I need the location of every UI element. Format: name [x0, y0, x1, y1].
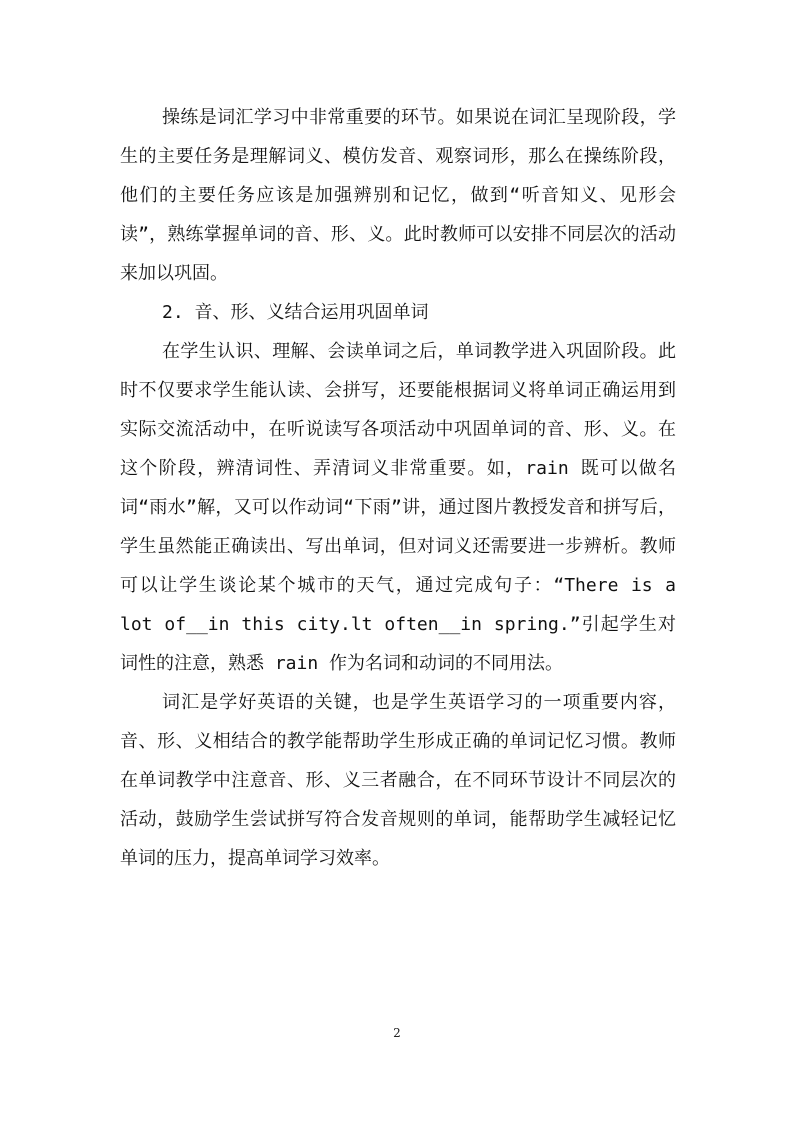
paragraph-consolidation: 在学生认识、理解、会读单词之后，单词教学进入巩固阶段。此时不仅要求学生能认读、会拼写，还要能根据词义将单词正确运用到实际交流活动中，在听说读写各项活动中巩固单词的音、形、义。在这个阶段，辨清词性、弄清词义非常重要。如，rain 既可以做名词“雨水”解，又可以作动词“下雨”讲，通过图片教授发音和拼写后，学生虽然能正确读出、写出单词，但对词义还需要进一步辨析。教师可以让学生谈论某个城市的天气，通过完成句子：“There is a lot of__in this city.lt often__in spring.”引起学生对词性的注意，熟悉 rain 作为名词和动词的不同用法。 [120, 341, 676, 674]
paragraph-practice: 操练是词汇学习中非常重要的环节。如果说在词汇呈现阶段，学生的主要任务是理解词义、模仿发音、观察词形，那么在操练阶段，他们的主要任务应该是加强辨别和记忆，做到“听音知义、见形会读”，熟练掌握单词的音、形、义。此时教师可以安排不同层次的活动来加以巩固。 [120, 107, 676, 284]
section-heading: 2. 音、形、义结合运用巩固单词 [162, 302, 429, 323]
paragraph-conclusion: 词汇是学好英语的关键，也是学生英语学习的一项重要内容，音、形、义相结合的教学能帮助学生形成正确的单词记忆习惯。教师在单词教学中注意音、形、义三者融合，在不同环节设计不同层次的活动，鼓励学生尝试拼写符合发音规则的单词，能帮助学生减轻记忆单词的压力，提高单词学习效率。 [120, 692, 676, 869]
document-body [120, 98, 676, 878]
page-number: 2 [393, 1026, 401, 1040]
